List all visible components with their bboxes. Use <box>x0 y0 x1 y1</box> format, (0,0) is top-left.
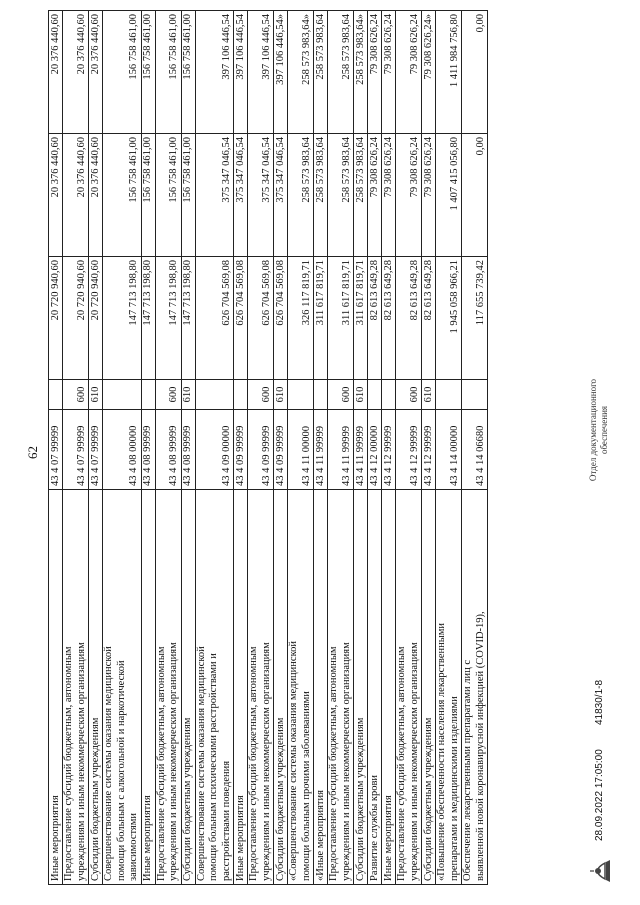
table-row <box>141 11 155 885</box>
row-amount-3: 20 376 440,60 <box>63 11 89 134</box>
table-row <box>314 11 328 885</box>
row-code: 43 4 11 99999 <box>354 410 368 490</box>
row-expense-type <box>141 380 155 410</box>
row-name: Предоставление субсидий бюджетным, автономным учреждениям и иным некоммерческим организациям <box>63 490 89 885</box>
row-amount-3: 0,00 <box>462 11 488 134</box>
emblem-icon <box>586 857 612 885</box>
row-name: Иные мероприятия <box>141 490 155 885</box>
row-amount-2: 156 758 461,00 <box>155 134 181 257</box>
row-code: 43 4 12 99999 <box>396 410 422 490</box>
row-amount-1: 311 617 819,71 <box>328 257 354 380</box>
row-name: Обеспечение лекарственными препаратами лиц с выявленной новой коронавирусной инфекцией (COVID-19), <box>462 490 488 885</box>
row-name: Предоставление субсидий бюджетным, автономным учреждениям и иным некоммерческим организациям <box>155 490 181 885</box>
row-code: 43 4 09 99999 <box>234 410 248 490</box>
row-name: Совершенствование системы оказания медицинской помощи больным с алкогольной и наркотической зависимостями <box>103 490 142 885</box>
row-code: 43 4 09 00000 <box>195 410 234 490</box>
row-amount-3: 156 758 461,00 <box>141 11 155 134</box>
row-amount-3: 79 308 626,24 <box>368 11 382 134</box>
row-amount-2: 156 758 461,00 <box>181 134 195 257</box>
row-amount-2: 375 347 046,54 <box>234 134 248 257</box>
table-row <box>328 11 354 885</box>
row-amount-1: 326 117 819,71 <box>288 257 314 380</box>
row-amount-3: 397 106 446,54 <box>248 11 274 134</box>
row-name: Развитие службы крови <box>368 490 382 885</box>
row-amount-1: 626 704 569,08 <box>274 257 288 380</box>
row-code: 43 4 08 99999 <box>181 410 195 490</box>
row-expense-type: 610 <box>181 380 195 410</box>
table-row <box>195 11 234 885</box>
row-amount-3: 79 308 626,24 <box>382 11 396 134</box>
row-name: «Совершенствование системы оказания медицинской помощи больным прочими заболеваниями <box>288 490 314 885</box>
row-amount-1: 20 720 940,60 <box>49 257 63 380</box>
row-expense-type: 610 <box>422 380 436 410</box>
table-row <box>368 11 382 885</box>
row-amount-1: 147 713 198,80 <box>141 257 155 380</box>
row-amount-2: 258 573 983,64 <box>354 134 368 257</box>
row-expense-type: 600 <box>328 380 354 410</box>
row-expense-type: 600 <box>155 380 181 410</box>
row-amount-1: 147 713 198,80 <box>181 257 195 380</box>
row-amount-2: 375 347 046,54 <box>195 134 234 257</box>
row-amount-1: 626 704 569,08 <box>234 257 248 380</box>
row-code: 43 4 08 99999 <box>141 410 155 490</box>
row-amount-1: 311 617 819,71 <box>314 257 328 380</box>
table-row <box>288 11 314 885</box>
row-code: 43 4 07 99999 <box>49 410 63 490</box>
row-amount-2: 79 308 626,24 <box>368 134 382 257</box>
row-amount-1: 82 613 649,28 <box>368 257 382 380</box>
row-amount-2: 258 573 983,64 <box>328 134 354 257</box>
row-name: Совершенствование системы оказания медицинской помощи больным психическими расстройствами и расстройствами поведения <box>195 490 234 885</box>
row-expense-type <box>462 380 488 410</box>
row-name: «Повышение обеспеченности населения лекарственными препаратами и медицинскими изделиями <box>436 490 462 885</box>
row-amount-3: 156 758 461,00 <box>155 11 181 134</box>
table-row <box>422 11 436 885</box>
row-amount-1: 626 704 569,08 <box>195 257 234 380</box>
row-expense-type: 610 <box>354 380 368 410</box>
row-code: 43 4 12 99999 <box>422 410 436 490</box>
row-amount-3: 397 106 446,54» <box>274 11 288 134</box>
row-amount-1: 20 720 940,60 <box>63 257 89 380</box>
row-expense-type: 600 <box>63 380 89 410</box>
row-name: Субсидии бюджетным учреждениям <box>274 490 288 885</box>
row-expense-type <box>368 380 382 410</box>
row-amount-2: 79 308 626,24 <box>396 134 422 257</box>
row-expense-type <box>288 380 314 410</box>
row-amount-2: 375 347 046,54 <box>248 134 274 257</box>
row-code: 43 4 12 99999 <box>382 410 396 490</box>
table-row <box>462 11 488 885</box>
row-amount-1: 626 704 569,08 <box>248 257 274 380</box>
row-name: Субсидии бюджетным учреждениям <box>354 490 368 885</box>
row-amount-2: 20 376 440,60 <box>49 134 63 257</box>
row-name: Иные мероприятия <box>234 490 248 885</box>
table-row <box>396 11 422 885</box>
row-amount-2: 20 376 440,60 <box>89 134 103 257</box>
row-code: 43 4 09 99999 <box>248 410 274 490</box>
row-amount-2: 375 347 046,54 <box>274 134 288 257</box>
row-amount-1: 82 613 649,28 <box>396 257 422 380</box>
budget-table-body <box>49 11 488 885</box>
print-timestamp: 28.09.2022 17:05:00 <box>594 749 605 841</box>
row-expense-type <box>234 380 248 410</box>
row-amount-2: 20 376 440,60 <box>63 134 89 257</box>
row-amount-2: 79 308 626,24 <box>422 134 436 257</box>
row-expense-type <box>314 380 328 410</box>
row-expense-type <box>103 380 142 410</box>
row-amount-3: 258 573 983,64» <box>354 11 368 134</box>
department-stamp <box>588 345 610 515</box>
row-amount-2: 0,00 <box>462 134 488 257</box>
row-name: Субсидии бюджетным учреждениям <box>181 490 195 885</box>
row-code: 43 4 14 00000 <box>436 410 462 490</box>
row-amount-2: 1 407 415 056,80 <box>436 134 462 257</box>
row-amount-2: 258 573 983,64 <box>314 134 328 257</box>
row-amount-3: 20 376 440,60 <box>89 11 103 134</box>
row-amount-1: 117 655 739,42 <box>462 257 488 380</box>
row-amount-1: 82 613 649,28 <box>382 257 396 380</box>
page-number: 62 <box>25 446 40 459</box>
row-amount-3: 258 573 983,64» <box>288 11 314 134</box>
page-footer <box>580 15 620 885</box>
row-name: Предоставление субсидий бюджетным, автономным учреждениям и иным некоммерческим организациям <box>396 490 422 885</box>
row-expense-type <box>382 380 396 410</box>
row-amount-1: 20 720 940,60 <box>89 257 103 380</box>
row-expense-type <box>49 380 63 410</box>
row-amount-2: 258 573 983,64 <box>288 134 314 257</box>
registration-number: 41830/1-8 <box>594 679 605 725</box>
row-amount-2: 156 758 461,00 <box>103 134 142 257</box>
row-code: 43 4 08 99999 <box>155 410 181 490</box>
row-code: 43 4 11 00000 <box>288 410 314 490</box>
row-amount-3: 397 106 446,54 <box>195 11 234 134</box>
department-line: обеспечения <box>599 405 609 455</box>
row-code: 43 4 11 99999 <box>328 410 354 490</box>
row-amount-2: 79 308 626,24 <box>382 134 396 257</box>
table-row <box>155 11 181 885</box>
row-code: 43 4 07 99999 <box>63 410 89 490</box>
row-expense-type: 600 <box>396 380 422 410</box>
row-code: 43 4 12 00000 <box>368 410 382 490</box>
row-code: 43 4 14 06680 <box>462 410 488 490</box>
row-name: Предоставление субсидий бюджетным, автономным учреждениям и иным некоммерческим организациям <box>248 490 274 885</box>
row-expense-type <box>195 380 234 410</box>
row-name: Субсидии бюджетным учреждениям <box>422 490 436 885</box>
row-amount-1: 147 713 198,80 <box>155 257 181 380</box>
row-amount-3: 258 573 983,64 <box>328 11 354 134</box>
table-row <box>234 11 248 885</box>
row-name: Иные мероприятия <box>382 490 396 885</box>
table-row <box>181 11 195 885</box>
row-amount-3: 1 411 984 756,80 <box>436 11 462 134</box>
row-amount-3: 79 308 626,24 <box>396 11 422 134</box>
table-row <box>436 11 462 885</box>
row-name: Иные мероприятия <box>49 490 63 885</box>
row-amount-2: 156 758 461,00 <box>141 134 155 257</box>
table-row <box>89 11 103 885</box>
table-row <box>382 11 396 885</box>
table-row <box>63 11 89 885</box>
row-amount-3: 397 106 446,54 <box>234 11 248 134</box>
row-name: «Иные мероприятия <box>314 490 328 885</box>
row-amount-3: 156 758 461,00 <box>103 11 142 134</box>
table-row <box>49 11 63 885</box>
row-code: 43 4 07 99999 <box>89 410 103 490</box>
table-row <box>103 11 142 885</box>
row-name: Субсидии бюджетным учреждениям <box>89 490 103 885</box>
row-expense-type: 600 <box>248 380 274 410</box>
row-code: 43 4 09 99999 <box>274 410 288 490</box>
row-name: Предоставление субсидий бюджетным, автономным учреждениям и иным некоммерческим организациям <box>328 490 354 885</box>
row-amount-1: 82 613 649,28 <box>422 257 436 380</box>
row-amount-3: 156 758 461,00 <box>181 11 195 134</box>
row-amount-3: 79 308 626,24» <box>422 11 436 134</box>
row-code: 43 4 11 99999 <box>314 410 328 490</box>
row-code: 43 4 08 00000 <box>103 410 142 490</box>
row-expense-type: 610 <box>274 380 288 410</box>
department-line: Отдел документационного <box>588 378 598 482</box>
table-row <box>274 11 288 885</box>
table-row <box>354 11 368 885</box>
row-amount-3: 258 573 983,64 <box>314 11 328 134</box>
row-amount-1: 311 617 819,71 <box>354 257 368 380</box>
row-expense-type: 610 <box>89 380 103 410</box>
row-amount-1: 1 945 058 966,21 <box>436 257 462 380</box>
row-amount-1: 147 713 198,80 <box>103 257 142 380</box>
table-row <box>248 11 274 885</box>
row-amount-3: 20 376 440,60 <box>49 11 63 134</box>
row-expense-type <box>436 380 462 410</box>
budget-table <box>48 10 488 885</box>
